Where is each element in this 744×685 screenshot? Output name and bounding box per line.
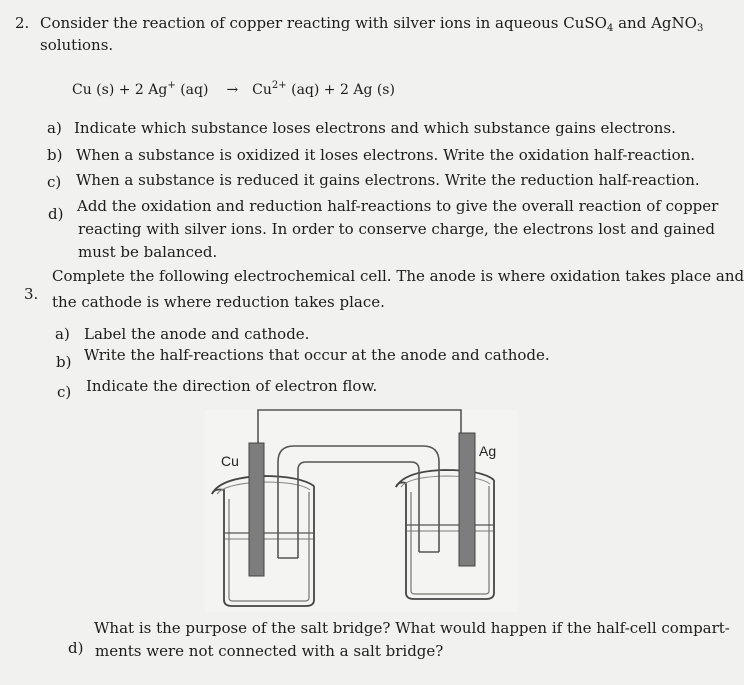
q2c-text: When a substance is reduced it gains electrons. Write the reduction half-reaction. bbox=[76, 171, 700, 189]
cu-electrode-label: Cu bbox=[221, 453, 239, 469]
q3b-text: Write the half-reactions that occur at the anode and cathode. bbox=[84, 346, 550, 364]
q2-intro-and: and AgNO bbox=[613, 14, 697, 32]
q2-intro-text: Consider the reaction of copper reacting with silver ions in aqueous CuSO bbox=[40, 14, 607, 32]
q3b-letter: b) bbox=[56, 353, 72, 371]
q2-intro-line2: solutions. bbox=[40, 36, 114, 54]
q3a-letter: a) bbox=[55, 325, 70, 343]
eq-reactants: Cu (s) + 2 Ag bbox=[72, 82, 168, 98]
q2a-letter: a) bbox=[47, 119, 62, 137]
q3a-text: Label the anode and cathode. bbox=[84, 325, 310, 343]
q3-number: 3. bbox=[24, 285, 39, 303]
q3d-line2: ments were not connected with a salt bridge? bbox=[95, 642, 444, 660]
eq-products-rest: (aq) + 2 Ag (s) bbox=[286, 82, 395, 98]
ag-electrode-label: Ag bbox=[479, 443, 497, 459]
q2d-line3: must be balanced. bbox=[78, 243, 218, 261]
eq-sup-plus: + bbox=[167, 80, 176, 91]
q2c-letter: c) bbox=[47, 173, 62, 191]
q3d-line1: What is the purpose of the salt bridge? What would happen if the half-cell compart- bbox=[94, 619, 730, 637]
q2b-text: When a substance is oxidized it loses electrons. Write the oxidation half-reaction. bbox=[76, 146, 696, 164]
copper-electrode bbox=[249, 443, 264, 576]
q3d-letter: d) bbox=[68, 639, 84, 657]
q3c-text: Indicate the direction of electron flow. bbox=[86, 377, 378, 395]
q3c-letter: c) bbox=[57, 383, 72, 401]
eq-arrow: → bbox=[226, 82, 239, 98]
q2d-line2: reacting with silver ions. In order to conserve charge, the electrons lost and gained bbox=[78, 220, 716, 238]
eq-reactant-aq: (aq) bbox=[175, 82, 209, 98]
q2-sub-4: 4 bbox=[606, 23, 614, 34]
q2-number: 2. bbox=[15, 14, 30, 32]
eq-product-cu: Cu bbox=[252, 82, 272, 98]
q2-sub-3: 3 bbox=[696, 23, 704, 34]
q2a-text: Indicate which substance loses electrons and which substance gains electrons. bbox=[74, 119, 676, 137]
q2d-line1: Add the oxidation and reduction half-reactions to give the overall reaction of copper bbox=[77, 197, 719, 215]
q2d-letter: d) bbox=[48, 205, 64, 223]
q2b-letter: b) bbox=[47, 146, 63, 164]
eq-sup-2plus: 2+ bbox=[271, 80, 287, 91]
silver-electrode bbox=[459, 433, 475, 566]
q3-intro-line1: Complete the following electrochemical cell. The anode is where oxidation takes place and bbox=[52, 267, 744, 285]
q3-intro-line2: the cathode is where reduction takes place. bbox=[52, 293, 385, 311]
